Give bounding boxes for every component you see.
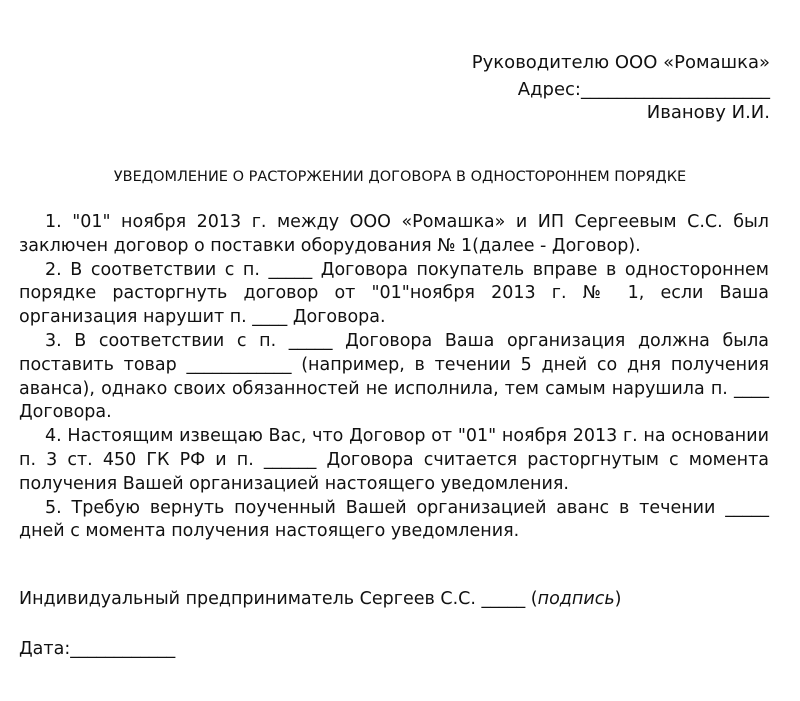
document-title: УВЕДОМЛЕНИЕ О РАСТОРЖЕНИИ ДОГОВОРА В ОДНОСТОРОННЕМ ПОРЯДКЕ: [113, 169, 687, 185]
paragraph-2: 2. В соответствии с п. _____ Договора покупатель вправе в одностороннем порядке расторгнуть договор от "01"ноября 2013 г. № 1, если Ваша организация нарушит п. ____ Договора.: [19, 259, 769, 328]
signature-close: ): [614, 589, 622, 609]
recipient-line: Руководителю ООО «Ромашка»: [471, 52, 770, 73]
signature-text: Индивидуальный предприниматель Сергеев С.С. _____ (: [19, 589, 538, 609]
recipient-name: Иванову И.И.: [646, 102, 770, 123]
paragraph-4: 4. Настоящим извещаю Вас, что Договор от "01" ноября 2013 г. на основании п. 3 ст. 450 ГК РФ и п. ______ Договора считается расторгнутым с момента получения Вашей организацией настоящего уведомления.: [19, 426, 769, 494]
address-line: Адрес:_____________________: [517, 79, 770, 100]
signature-note: подпись: [537, 589, 615, 609]
signature-line: [19, 589, 621, 609]
document-body: [19, 211, 769, 544]
paragraph-5: 5. Требую вернуть поученный Вашей организацией аванс в течении _____ дней с момента получения настоящего уведомления.: [19, 497, 769, 542]
paragraph-3: 3. В соответствии с п. _____ Договора Ваша организация должна была поставить товар ____________ (например, в течении 5 дней со дня получения аванса), однако своих обязанностей не исполнила, тем самым нарушила п. ____ Договора.: [19, 330, 769, 423]
date-line: Дата:____________: [19, 639, 176, 659]
paragraph-1: 1. "01" ноября 2013 г. между ООО «Ромашка» и ИП Сергеевым С.С. был заключен договор о поставки оборудования № 1(далее - Договор).: [19, 212, 769, 256]
